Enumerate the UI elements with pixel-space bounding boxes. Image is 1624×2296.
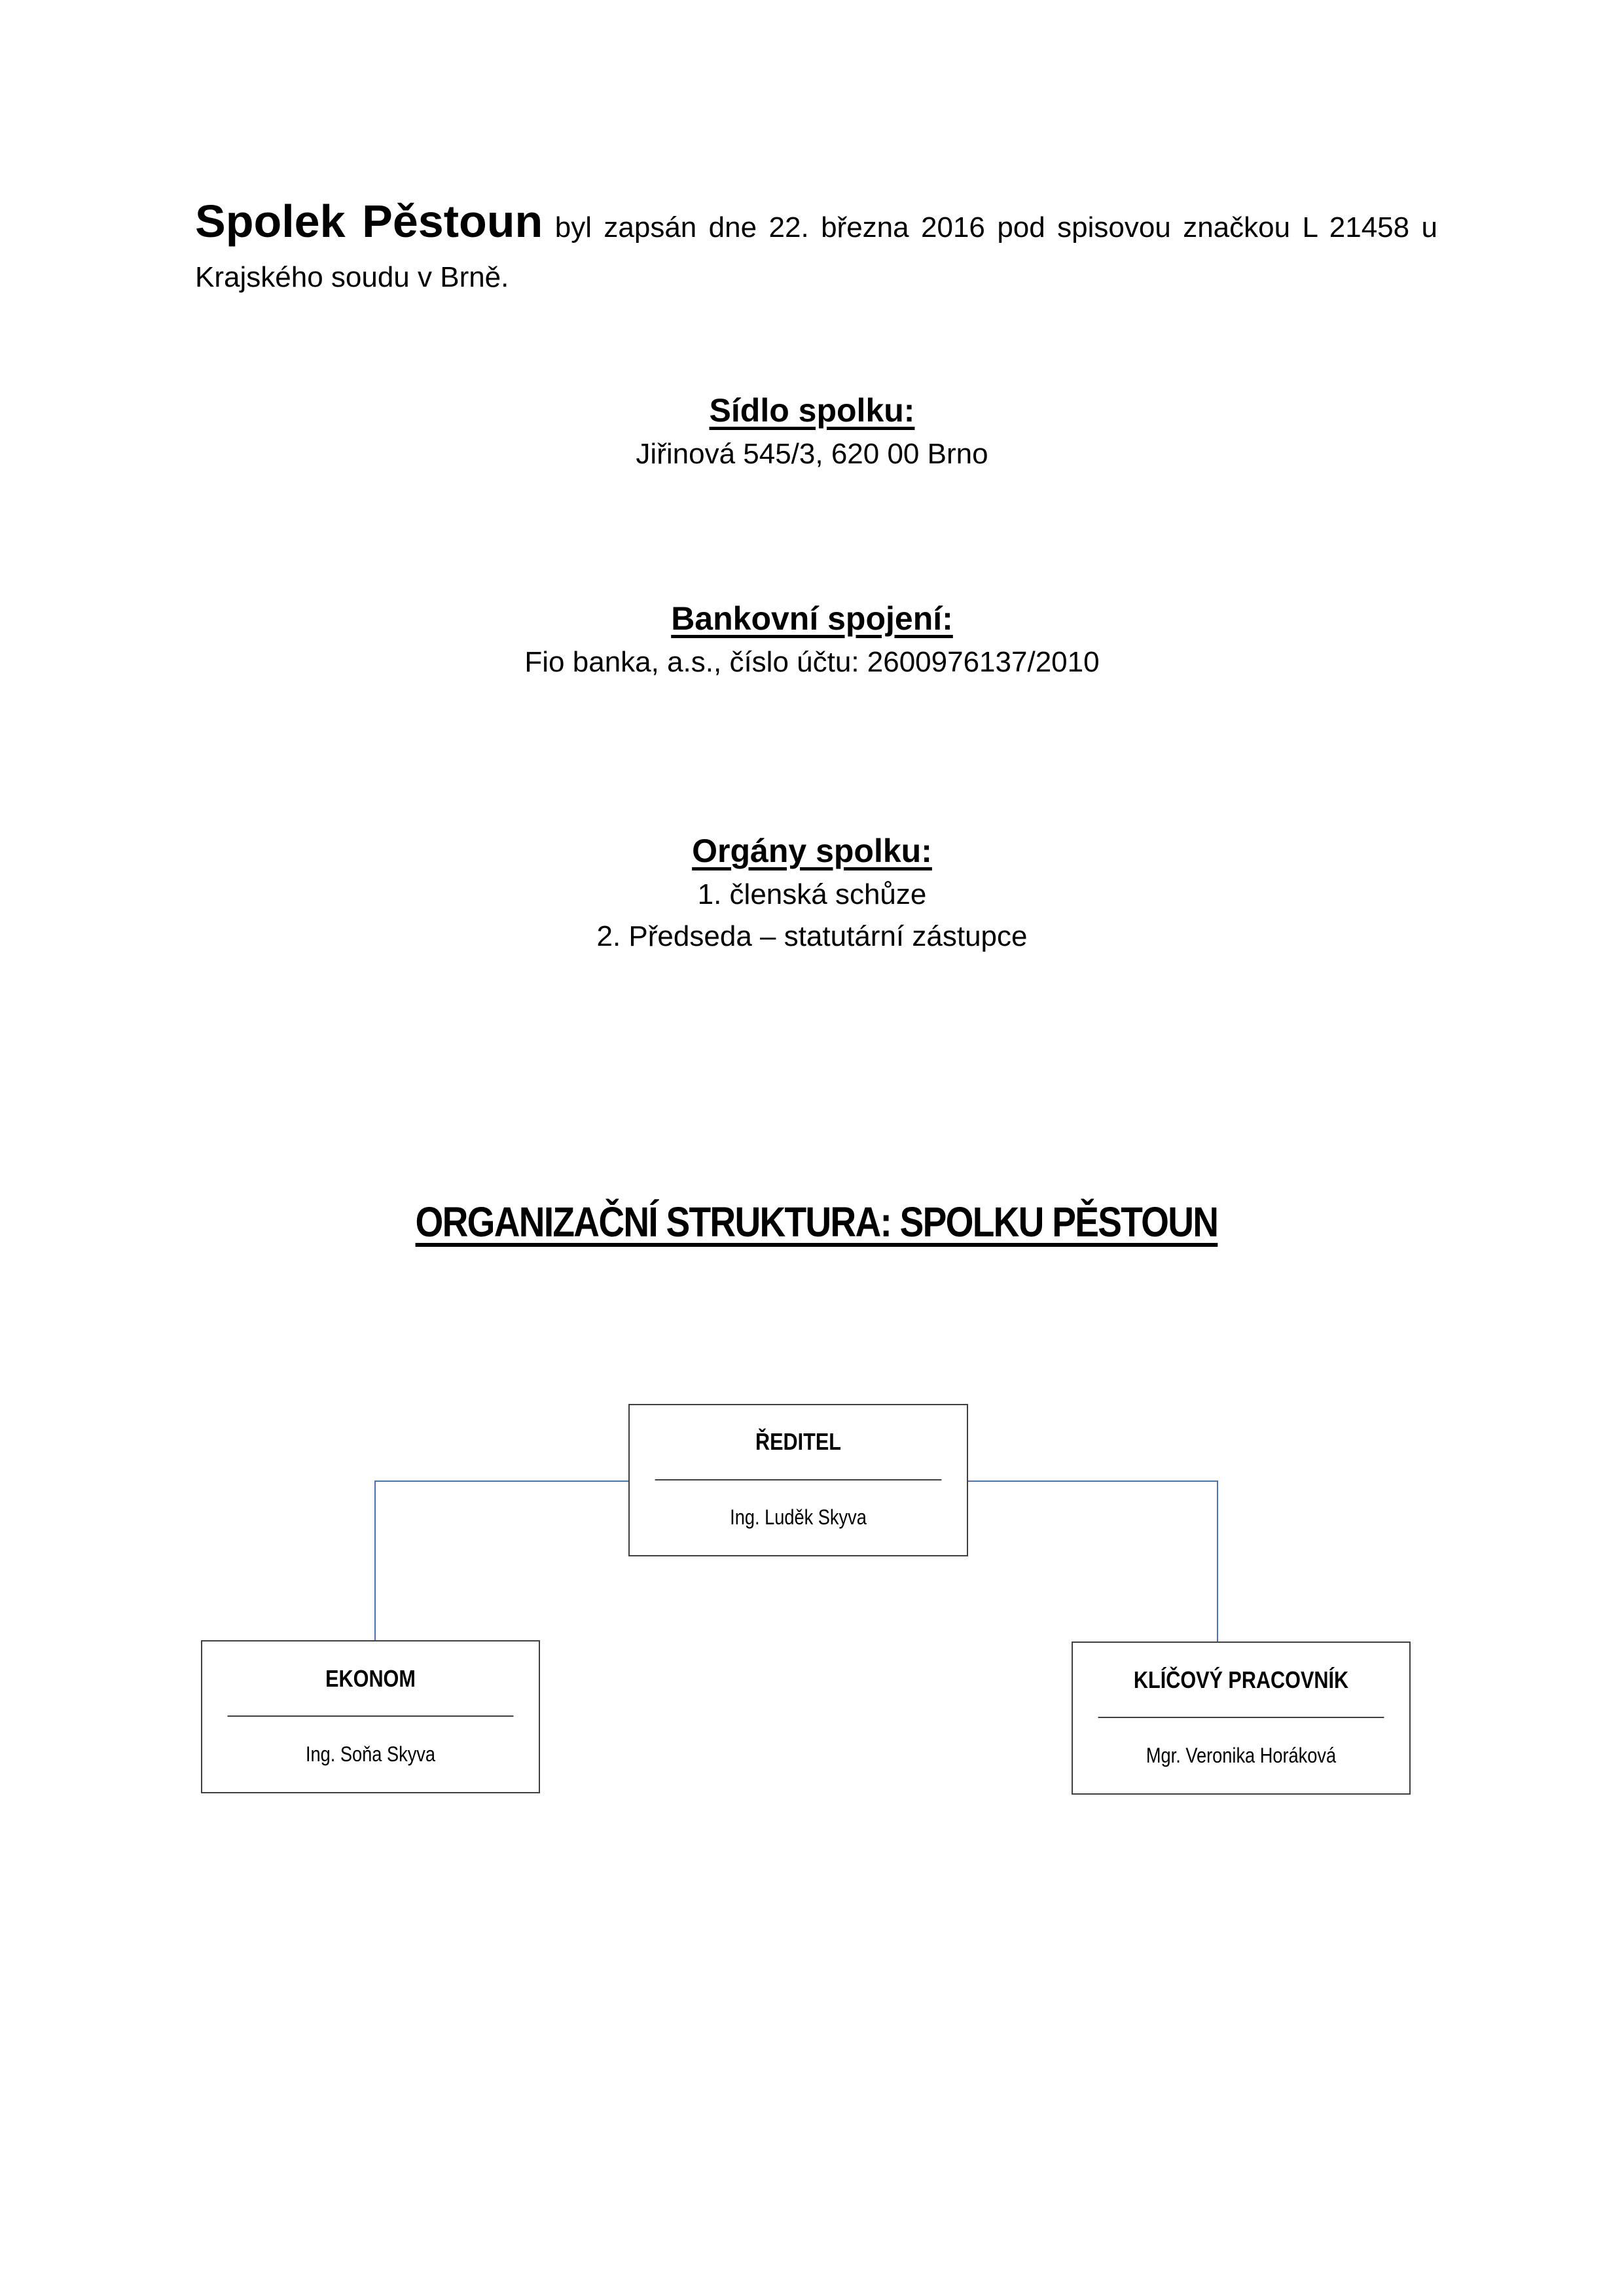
director-name: Ing. Luděk Skyva	[730, 1505, 867, 1530]
organization-name: Spolek Pěstoun	[195, 196, 543, 247]
bodies-heading: Orgány spolku:	[692, 833, 932, 869]
key-worker-box	[1072, 1641, 1411, 1795]
seat-address: Jiřinová 545/3, 620 00 Brno	[636, 438, 988, 470]
director-box	[628, 1404, 968, 1556]
bodies-item-1: 1. členská schůze	[697, 878, 927, 910]
registration-text: byl zapsán dne 22. března 2016 pod spisovou značkou L 21458 u Krajského soudu v Brně.	[195, 211, 1437, 293]
connector-line-economist	[375, 1481, 630, 1641]
bank-details: Fio banka, a.s., číslo účtu: 2600976137/2010	[524, 646, 1100, 678]
key-worker-role: KLÍČOVÝ PRACOVNÍK	[1098, 1643, 1384, 1718]
bank-heading: Bankovní spojení:	[671, 600, 953, 637]
connector-line-key-worker	[968, 1481, 1218, 1643]
org-chart-title: ORGANIZAČNÍ STRUKTURA: SPOLKU PĚSTOUN	[415, 1198, 1218, 1246]
director-role: ŘEDITEL	[655, 1405, 942, 1480]
seat-heading: Sídlo spolku:	[709, 392, 915, 429]
bodies-item-2: 2. Předseda – statutární zástupce	[596, 920, 1028, 952]
economist-box	[201, 1640, 540, 1793]
key-worker-name: Mgr. Veronika Horáková	[1146, 1744, 1337, 1767]
economist-name: Ing. Soňa Skyva	[305, 1742, 436, 1766]
economist-role: EKONOM	[228, 1641, 514, 1717]
